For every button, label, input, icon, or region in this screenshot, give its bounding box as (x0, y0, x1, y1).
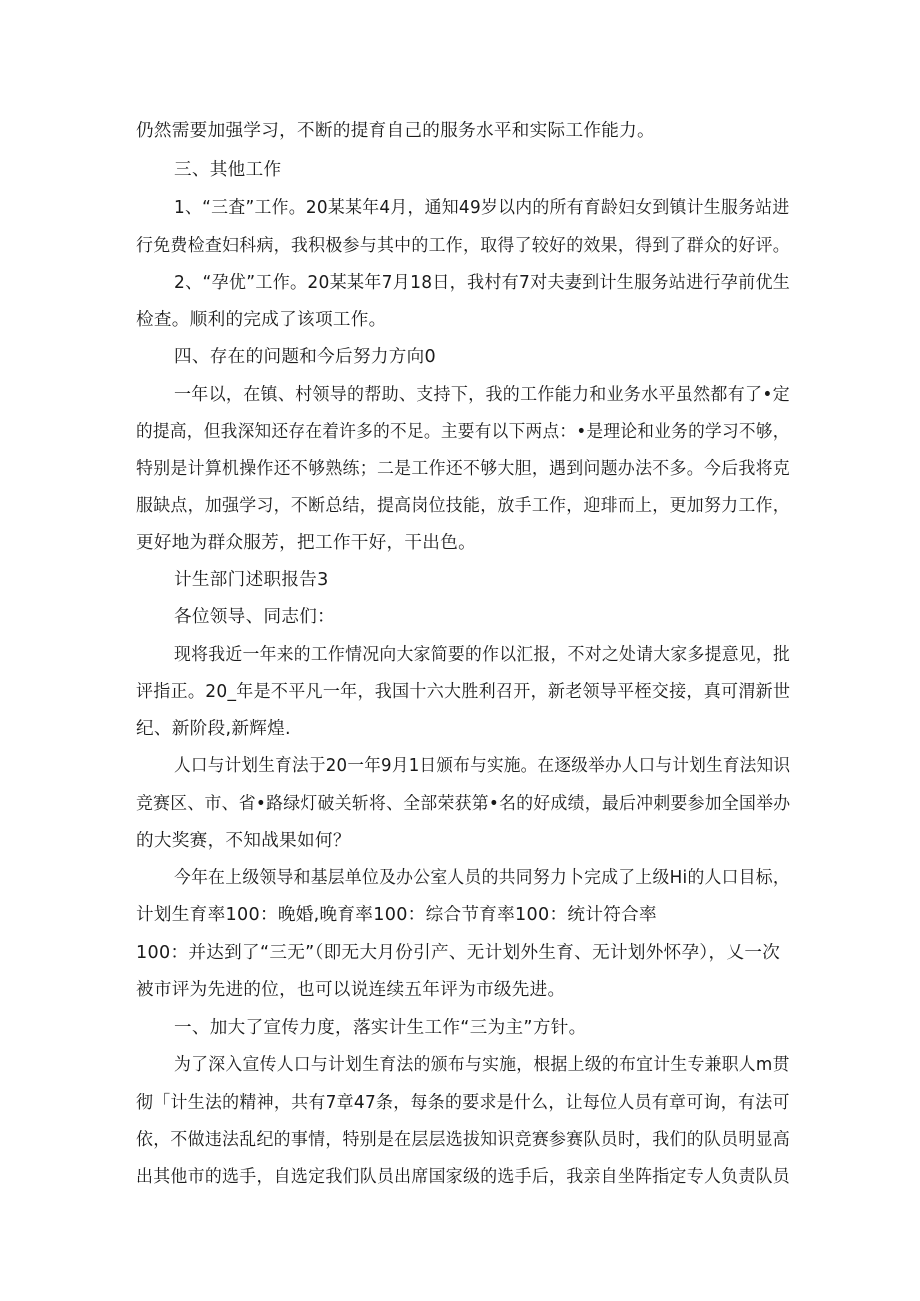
text-line: 2、“孕优”工作。20某某年7月18日，我村有7对夫妻到计生服务站进行孕前优生 (174, 273, 791, 293)
text-line: 100：并达到了“三无”（即无大月份引产、无计划外生育、无计划外怀孕），乂一次 (136, 943, 781, 963)
text-line: 一年以，在镇、村领导的帮助、支持下，我的工作能力和业务水平虽然都有了•定 (174, 385, 790, 405)
section-heading: 四、存在的问题和今后努力方向0 (174, 347, 437, 367)
text-line: 检查。顺利的完成了该项工作。 (136, 310, 387, 330)
text-line: 更好地为群众服芳，把工作干好，干出色。 (136, 533, 476, 553)
salutation: 各位领导、同志们： (174, 607, 336, 627)
text-line: 今年在上级领导和基层单位及办公室人员的共同努力卜完成了上级Hi的人口目标， (174, 868, 790, 888)
text-line: 特别是计算机操作还不够熟练；二是工作还不够大胆，遇到问题办法不多。今后我将克 (136, 459, 790, 479)
text-line: 竞赛区、市、省•路绿灯破关斩将、全部荣获第•名的好成绩，最后冲刺要参加全国举办 (136, 794, 791, 814)
text-line: 彻「计生法的精神，共有7章47条，每条的要求是什么，让每位人员有章可询，有法可 (136, 1093, 790, 1113)
section-heading: 一、加大了宣传力度，落实计生工作“三为主”方针。 (174, 1018, 587, 1038)
text-line: 1、“三査”工作。20某某年4月，通知49岁以内的所有育龄妇女到镇计生服务站进 (174, 198, 790, 218)
text-line: 被市评为先进的位，也可以说连续五年评为市级先进。 (136, 980, 566, 1000)
text-line: 的大奖赛，不知战果如何？ (136, 831, 351, 851)
report-title: 计生部门述职报告3 (174, 570, 329, 590)
text-line: 依，不做违法乱纪的事情，特别是在层层选拔知识竞赛参赛队员时，我们的队员明显高 (136, 1130, 790, 1150)
text-line: 评指正。20_年是不平凡一年，我国十六大胜利召开，新老领导平桎交接，真可渭新世 (136, 682, 791, 702)
text-line: 计划生育率100：晚婚,晚育率100：综合节育率100：统计符合率 (136, 905, 657, 925)
text-line: 人口与计划生育法于20一年9月1日颁布与实施。在逐级举办人口与计划生育法知识 (174, 756, 791, 776)
text-line: 行免费检查妇科病，我积极参与其中的工作，取得了较好的效果，得到了群众的好评。 (136, 236, 790, 256)
text-line: 纪、新阶段,新辉煌. (136, 719, 291, 739)
section-heading: 三、其他工作 (174, 160, 282, 180)
text-line: 出其他市的选手，自选定我们队员出席国家级的选手后，我亲自坐阵指定专人负责队员 (136, 1167, 790, 1187)
text-line: 为了深入宣传人口与计划生育法的颁布与实施，根据上级的布宜计生专兼职人m贯 (174, 1055, 790, 1075)
text-line: 的提高，但我深知还存在着许多的不足。主要有以下两点：•是理论和业务的学习不够， (136, 422, 790, 442)
text-line: 服缺点，加强学习，不断总结，提高岗位技能，放手工作，迎琲而上，更加努力工作， (136, 496, 790, 516)
text-line: 现将我近一年来的工作情况向大家简要的作以汇报，不对之处请大家多提意见，批 (174, 645, 791, 665)
text-line: 仍然需要加强学习，不断的提育自己的服务水平和实际工作能力。 (136, 121, 655, 141)
